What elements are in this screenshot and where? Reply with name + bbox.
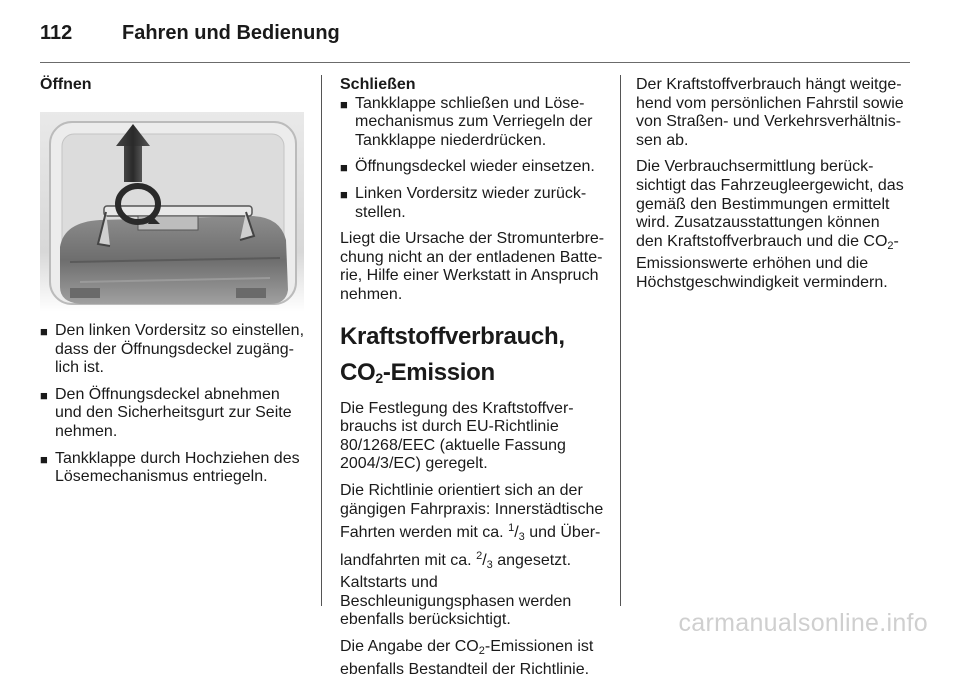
section-title-part: Kraftstoffverbrauch, CO	[340, 322, 565, 386]
page-title: Fahren und Bedienung	[122, 22, 340, 44]
subscript: 2	[887, 239, 894, 252]
paragraph	[636, 158, 908, 292]
page-header	[40, 18, 910, 58]
header-rule	[40, 62, 910, 63]
text-run: -Emissionswerte erhöhen und die Höchstgeschwindigkeit vermindern.	[636, 232, 899, 291]
section-title-part: -Emission	[382, 358, 495, 386]
bullet-text: Den linken Vordersitz so einstellen, dass der Öffnungsdeckel zugänglich ist.	[55, 322, 305, 377]
list-item	[340, 158, 606, 177]
text-run: Die Verbrauchsermittlung berücksichtigt das Fahrzeugleergewicht, das gemäß den Bestimmungen ermittelt wird. Zusatzausstattungen können den Kraftstoffverbrauch und die CO	[636, 158, 904, 250]
paragraph: Die Festlegung des Kraftstoffverbrauchs ist durch EU-Richtlinie 80/1268/EEC (aktuelle Fassung 2004/3/EC) geregelt.	[340, 399, 574, 473]
text-run: und Überlandfahrten mit ca.	[340, 524, 601, 569]
fraction-numerator: 2	[476, 549, 483, 562]
text-run: angesetzt. Kaltstarts und Beschleunigungsphasen werden ebenfalls berücksichtigt.	[340, 551, 572, 629]
bullet-marker: ■	[40, 387, 48, 403]
section-heading-oeffnen: Öffnen	[40, 76, 92, 93]
list-item	[40, 322, 308, 378]
subscript: 2	[478, 645, 485, 658]
list-item	[340, 185, 606, 222]
column-divider-2	[620, 75, 621, 606]
bullet-marker: ■	[340, 160, 348, 176]
bullet-text: Den Öffnungsdeckel abnehmen und den Sicherheitsgurt zur Seite nehmen.	[55, 385, 292, 440]
bullet-marker: ■	[340, 96, 348, 112]
subscript: 2	[375, 369, 383, 386]
bullet-text: Öffnungsdeckel wieder einsetzen.	[355, 158, 595, 176]
bullet-marker: ■	[40, 324, 48, 339]
column-divider-1	[321, 75, 322, 606]
column-1-bullets	[40, 322, 308, 495]
fraction-denominator: 3	[486, 558, 493, 571]
paragraph: Der Kraftstoffverbrauch hängt weitgehend vom persönlichen Fahrstil sowie von Straßen- und Verkehrsverhältnissen ab.	[636, 76, 904, 149]
list-item	[40, 450, 308, 487]
section-heading-schliessen: Schließen	[340, 76, 416, 93]
bullet-text: Linken Vordersitz wieder zurückstellen.	[355, 184, 587, 221]
paragraph: Die Richtlinie orientiert sich an der gängigen Fahrpraxis: Innerstädtische Fahrten werden mit ca. $^1$/3 und Überlandfahrten mit ca. $^2$/3 angesetzt. Kaltstarts und Beschleunigungsphasen werden ebenfalls berücksichtigt.	[340, 481, 604, 629]
list-item	[40, 386, 308, 442]
list-item	[340, 95, 606, 151]
paragraph: Liegt die Ursache der Stromunterbrechung nicht an der entladenen Batterie, Hilfe einer Werkstatt in Anspruch nehmen.	[340, 230, 605, 303]
fraction-numerator: 1	[508, 522, 515, 535]
section-title	[340, 319, 606, 396]
column-2	[340, 76, 606, 687]
fuel-flap-illustration	[40, 112, 304, 312]
text-run: Die Richtlinie orientiert sich an der gängigen Fahrpraxis: Innerstädtische Fahrten werden mit ca.	[340, 481, 604, 542]
fraction-denominator: 3	[518, 531, 525, 544]
bullet-text: Tankklappe durch Hochziehen des Lösemechanismus entriegeln.	[55, 449, 300, 486]
column-3	[636, 76, 908, 301]
watermark-text: carmanualsonline.info	[678, 609, 928, 637]
column-1	[40, 76, 308, 99]
bullet-text: Tankklappe schließen und Lösemechanismus zum Verriegeln der Tankklappe niederdrücken.	[355, 94, 593, 149]
paragraph	[340, 638, 606, 679]
text-run: Die Angabe der CO	[340, 638, 479, 656]
bullet-marker: ■	[340, 186, 348, 202]
page-number: 112	[40, 22, 73, 44]
bullet-marker: ■	[40, 451, 48, 467]
text-run: -Emissionen ist ebenfalls Bestandteil der Richtlinie.	[340, 638, 594, 678]
